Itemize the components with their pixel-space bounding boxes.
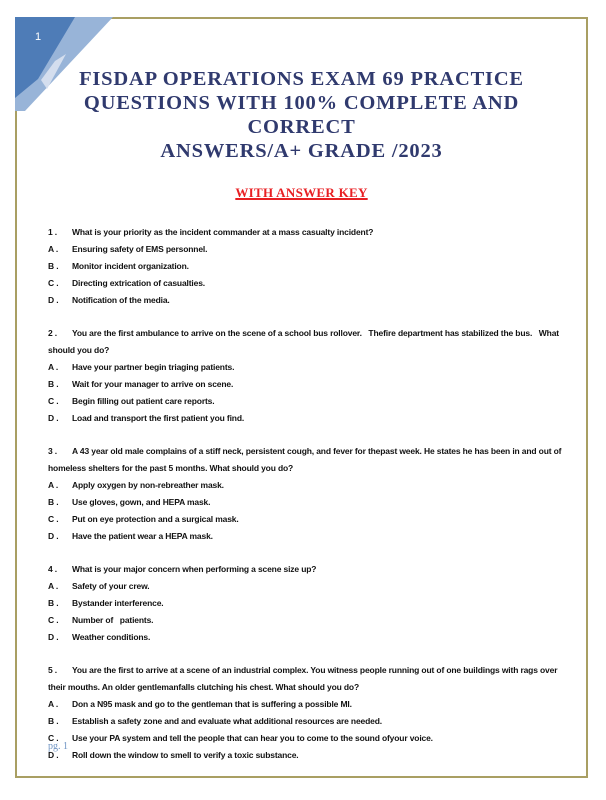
option-row [48, 359, 572, 376]
option-row [48, 629, 572, 646]
option-row [48, 376, 572, 393]
option-row [48, 275, 572, 292]
question-block-1 [48, 224, 572, 309]
question-number: 3 . [48, 446, 58, 456]
document-page [15, 17, 588, 778]
question-text: What is your priority as the incident commander at a mass casualty incident? [72, 227, 374, 237]
option-text: Have the patient wear a HEPA mask. [72, 531, 213, 541]
option-letter: A . [48, 480, 59, 490]
option-row [48, 477, 572, 494]
option-row [48, 258, 572, 275]
option-row [48, 292, 572, 309]
option-row [48, 612, 572, 629]
option-letter: A . [48, 581, 59, 591]
option-letter: C . [48, 733, 59, 743]
question-block-3 [48, 443, 572, 545]
option-text: Apply oxygen by non-rebreather mask. [72, 480, 224, 490]
option-text: Put on eye protection and a surgical mask. [72, 514, 239, 524]
question-block-2 [48, 325, 572, 427]
title-line-1: FISDAP OPERATIONS EXAM 69 PRACTICE [79, 68, 524, 90]
option-text: Establish a safety zone and and evaluate what additional resources are needed. [72, 716, 382, 726]
option-text: Number of patients. [72, 615, 154, 625]
option-text: Roll down the window to smell to verify a toxic substance. [72, 750, 299, 760]
option-row [48, 595, 572, 612]
option-letter: D . [48, 750, 59, 760]
option-letter: B . [48, 716, 59, 726]
option-letter: B . [48, 261, 59, 271]
option-letter: A . [48, 362, 59, 372]
option-letter: B . [48, 379, 59, 389]
title-line-2: QUESTIONS WITH 100% COMPLETE AND CORRECT [83, 92, 520, 138]
option-letter: A . [48, 699, 59, 709]
option-letter: B . [48, 497, 59, 507]
question-number: 2 . [48, 328, 58, 338]
option-text: Monitor incident organization. [72, 261, 189, 271]
question-block-4 [48, 561, 572, 646]
option-row [48, 696, 572, 713]
question-list [17, 224, 586, 764]
option-letter: D . [48, 295, 59, 305]
option-row [48, 713, 572, 730]
question-line [48, 443, 572, 477]
question-line [48, 662, 572, 696]
option-row [48, 730, 572, 747]
question-number: 4 . [48, 564, 58, 574]
option-text: Safety of your crew. [72, 581, 150, 591]
option-text: Load and transport the first patient you find. [72, 413, 245, 423]
option-letter: C . [48, 514, 59, 524]
option-text: Use gloves, gown, and HEPA mask. [72, 497, 211, 507]
option-text: Notification of the media. [72, 295, 170, 305]
option-letter: C . [48, 278, 59, 288]
option-letter: A . [48, 244, 59, 254]
page-number-badge: 1 [35, 31, 42, 43]
question-line [48, 224, 572, 241]
option-text: Bystander interference. [72, 598, 164, 608]
corner-banner-graphic [15, 17, 140, 113]
option-row [48, 747, 572, 764]
option-letter: C . [48, 396, 59, 406]
answer-key-subtitle: WITH ANSWER KEY [235, 185, 368, 200]
option-letter: D . [48, 632, 59, 642]
question-text: You are the first ambulance to arrive on the scene of a school bus rollover. Thefire department has stabilized the bus. What should you do? [48, 328, 562, 355]
option-letter: D . [48, 413, 59, 423]
option-letter: D . [48, 531, 59, 541]
option-text: Use your PA system and tell the people that can hear you to come to the sound ofyour voice. [72, 733, 433, 743]
option-text: Have your partner begin triaging patients. [72, 362, 235, 372]
question-line [48, 325, 572, 359]
option-row [48, 241, 572, 258]
option-text: Don a N95 mask and go to the gentleman that is suffering a possible MI. [72, 699, 352, 709]
title-line-3: ANSWERS/A+ GRADE /2023 [160, 140, 443, 162]
option-row [48, 393, 572, 410]
option-row [48, 410, 572, 427]
option-row [48, 494, 572, 511]
option-text: Weather conditions. [72, 632, 151, 642]
question-line [48, 561, 572, 578]
option-letter: C . [48, 615, 59, 625]
option-row [48, 511, 572, 528]
option-text: Wait for your manager to arrive on scene. [72, 379, 234, 389]
option-row [48, 528, 572, 545]
page-footer: pg. 1 [48, 741, 68, 752]
question-number: 1 . [48, 227, 58, 237]
question-text: A 43 year old male complains of a stiff neck, persistent cough, and fever for thepast week. He states he has been in and out of homeless shelters for the past 5 months. What should you do? [48, 446, 564, 473]
question-number: 5 . [48, 665, 58, 675]
option-letter: B . [48, 598, 59, 608]
question-block-5 [48, 662, 572, 764]
option-text: Directing extrication of casualties. [72, 278, 206, 288]
question-text: You are the first to arrive at a scene of an industrial complex. You witness people running out of one buildings with rags over their mouths. An older gentlemanfalls clutching his chest. What should you do? [48, 665, 560, 692]
option-row [48, 578, 572, 595]
question-text: What is your major concern when performing a scene size up? [72, 564, 317, 574]
option-text: Ensuring safety of EMS personnel. [72, 244, 208, 254]
option-text: Begin filling out patient care reports. [72, 396, 215, 406]
